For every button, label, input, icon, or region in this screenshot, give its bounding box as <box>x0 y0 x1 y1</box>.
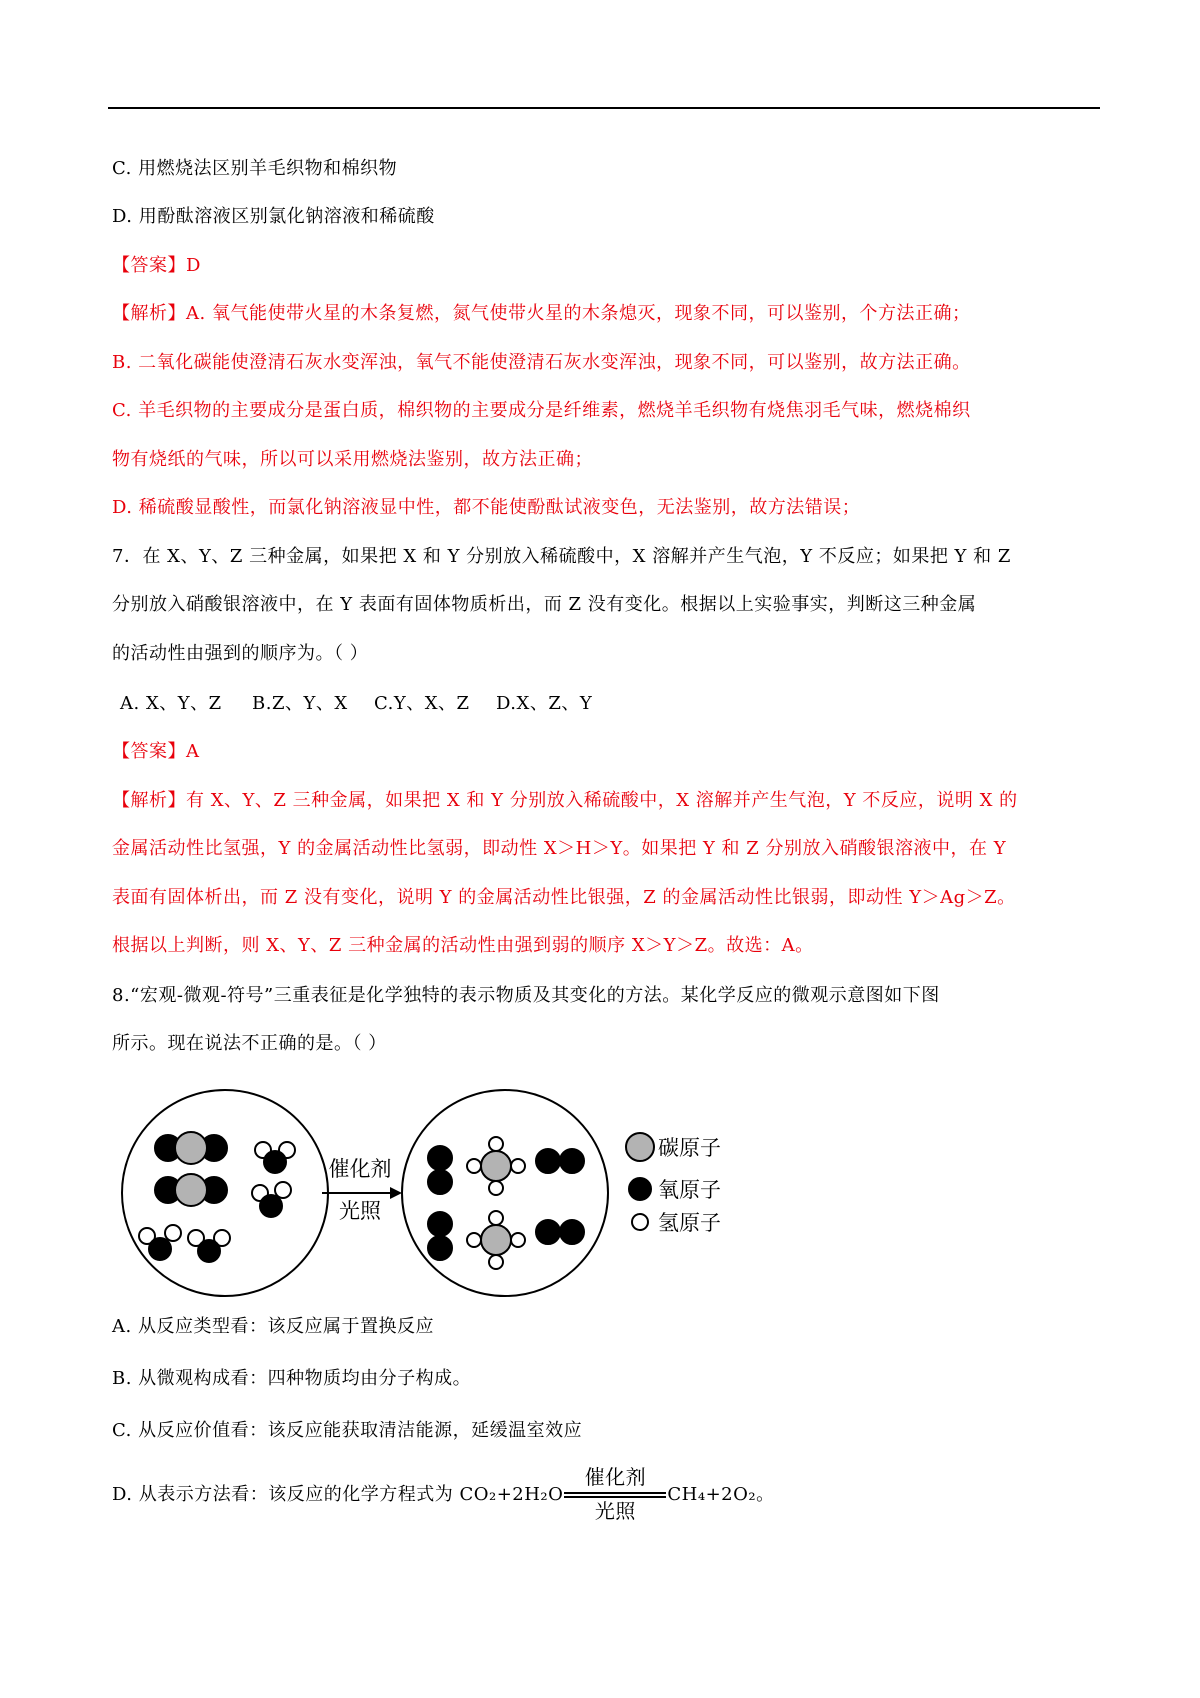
equals-bar-top <box>564 1492 666 1494</box>
equals-bar-bottom <box>564 1496 666 1498</box>
explanation-6-c1: C. 羊毛织物的主要成分是蛋白质，棉织物的主要成分是纤维素，燃烧羊毛织物有烧焦羽毛气味，燃烧棉织 <box>112 400 971 421</box>
hydrogen-atom <box>511 1159 525 1173</box>
explanation-6-c2: 物有烧纸的气味，所以可以采用燃烧法鉴别，故方法正确； <box>112 449 593 470</box>
hydrogen-atom <box>511 1233 525 1247</box>
oxygen-atom <box>428 1212 452 1236</box>
oxygen-atom <box>560 1220 584 1244</box>
hydrogen-atom <box>489 1137 503 1151</box>
question-8-option-a: A. 从反应类型看：该反应属于置换反应 <box>112 1316 434 1337</box>
legend-hydrogen-label: 氢原子 <box>658 1211 721 1235</box>
oxygen-atom <box>536 1220 560 1244</box>
explanation-6-d: D. 稀硫酸显酸性，而氯化钠溶液显中性，都不能使酚酞试液变色，无法鉴别，故方法错误； <box>112 497 861 518</box>
oxygen-atom <box>536 1149 560 1173</box>
oxygen-atom <box>428 1170 452 1194</box>
hydrogen-atom <box>489 1211 503 1225</box>
legend-carbon-swatch <box>626 1133 654 1161</box>
hydrogen-atom <box>489 1255 503 1269</box>
explanation-7-line2: 金属活动性比氢强，Y 的金属活动性比氢弱，即动性 X＞H＞Y。如果把 Y 和 Z 分别放入硝酸银溶液中，在 Y <box>112 838 1007 859</box>
option-c: C.Y、X、Z <box>374 693 470 714</box>
legend-oxygen-label: 氧原子 <box>658 1178 721 1202</box>
question-7-line2: 分别放入硝酸银溶液中，在 Y 表面有固体物质析出，而 Z 没有变化。根据以上实验事实，判断这三种金属 <box>112 594 977 615</box>
question-7-options <box>112 693 592 715</box>
reaction-arrow-head <box>390 1187 402 1199</box>
question-8-option-b: B. 从微观构成看：四种物质均由分子构成。 <box>112 1368 472 1389</box>
carbon-atom <box>481 1151 511 1181</box>
oxygen-atom <box>560 1149 584 1173</box>
explanation-6-b: B. 二氧化碳能使澄清石灰水变浑浊，氧气不能使澄清石灰水变浑浊，现象不同，可以鉴别，故方法正确。 <box>112 352 971 373</box>
equation-suffix: CH₄+2O₂。 <box>667 1484 775 1505</box>
question-8-line1: 8.“宏观-微观-符号”三重表征是化学独特的表示物质及其变化的方法。某化学反应的微观示意图如下图 <box>112 985 940 1006</box>
oxygen-atom <box>260 1195 282 1217</box>
legend-carbon-label: 碳原子 <box>658 1136 721 1160</box>
option-c-prev: C. 用燃烧法区别羊毛织物和棉织物 <box>112 158 398 179</box>
product-circle <box>402 1090 608 1296</box>
header-rule <box>108 107 1100 109</box>
carbon-atom <box>175 1174 207 1206</box>
reaction-diagram <box>120 1078 800 1308</box>
answer-6: 【答案】D <box>112 255 201 276</box>
arrow-label-light: 光照 <box>339 1199 381 1223</box>
explanation-7-line1: 【解析】有 X、Y、Z 三种金属，如果把 X 和 Y 分别放入稀硫酸中，X 溶解并产生气泡，Y 不反应，说明 X 的 <box>112 790 1018 811</box>
option-d-prev: D. 用酚酞溶液区别氯化钠溶液和稀硫酸 <box>112 206 435 227</box>
option-d: D.X、Z、Y <box>496 693 593 714</box>
option-a: A. X、Y、Z <box>120 693 222 714</box>
equation-prefix: D. 从表示方法看：该反应的化学方程式为 CO₂+2H₂O <box>112 1484 564 1505</box>
oxygen-atom <box>428 1146 452 1170</box>
question-8-option-c: C. 从反应价值看：该反应能获取清洁能源，延缓温室效应 <box>112 1420 583 1441</box>
explanation-6-a: 【解析】A. 氧气能使带火星的木条复燃，氮气使带火星的木条熄灭，现象不同，可以鉴别，个方法正确； <box>112 303 971 324</box>
hydrogen-atom <box>467 1233 481 1247</box>
hydrogen-atom <box>467 1159 481 1173</box>
answer-7: 【答案】A <box>112 741 200 762</box>
legend-oxygen-swatch <box>629 1178 651 1200</box>
reaction-condition-equals <box>564 1466 666 1524</box>
oxygen-atom <box>198 1240 220 1262</box>
option-b: B.Z、Y、X <box>252 693 348 714</box>
hydrogen-atom <box>275 1182 291 1198</box>
question-7-line1: 7．在 X、Y、Z 三种金属，如果把 X 和 Y 分别放入稀硫酸中，X 溶解并产生气泡，Y 不反应；如果把 Y 和 Z <box>112 546 1011 567</box>
legend-hydrogen-swatch <box>632 1214 648 1230</box>
explanation-7-line3: 表面有固体析出，而 Z 没有变化，说明 Y 的金属活动性比银强，Z 的金属活动性比银弱，即动性 Y＞Ag＞Z。 <box>112 887 1016 908</box>
question-8-option-d <box>112 1466 775 1524</box>
oxygen-atom <box>428 1236 452 1260</box>
arrow-label-catalyst: 催化剂 <box>328 1157 392 1181</box>
hydrogen-atom <box>165 1225 181 1241</box>
hydrogen-atom <box>489 1181 503 1195</box>
question-8-line2: 所示。现在说法不正确的是。（ ） <box>112 1033 387 1054</box>
equation-catalyst-label: 催化剂 <box>584 1465 647 1489</box>
oxygen-atom <box>264 1151 286 1173</box>
explanation-7-line4: 根据以上判断，则 X、Y、Z 三种金属的活动性由强到弱的顺序 X＞Y＞Z。故选：A。 <box>112 935 814 956</box>
carbon-atom <box>175 1132 207 1164</box>
carbon-atom <box>481 1225 511 1255</box>
question-7-line3: 的活动性由强到的顺序为。（ ） <box>112 643 369 664</box>
equation-light-label: 光照 <box>594 1499 636 1523</box>
oxygen-atom <box>149 1238 171 1260</box>
